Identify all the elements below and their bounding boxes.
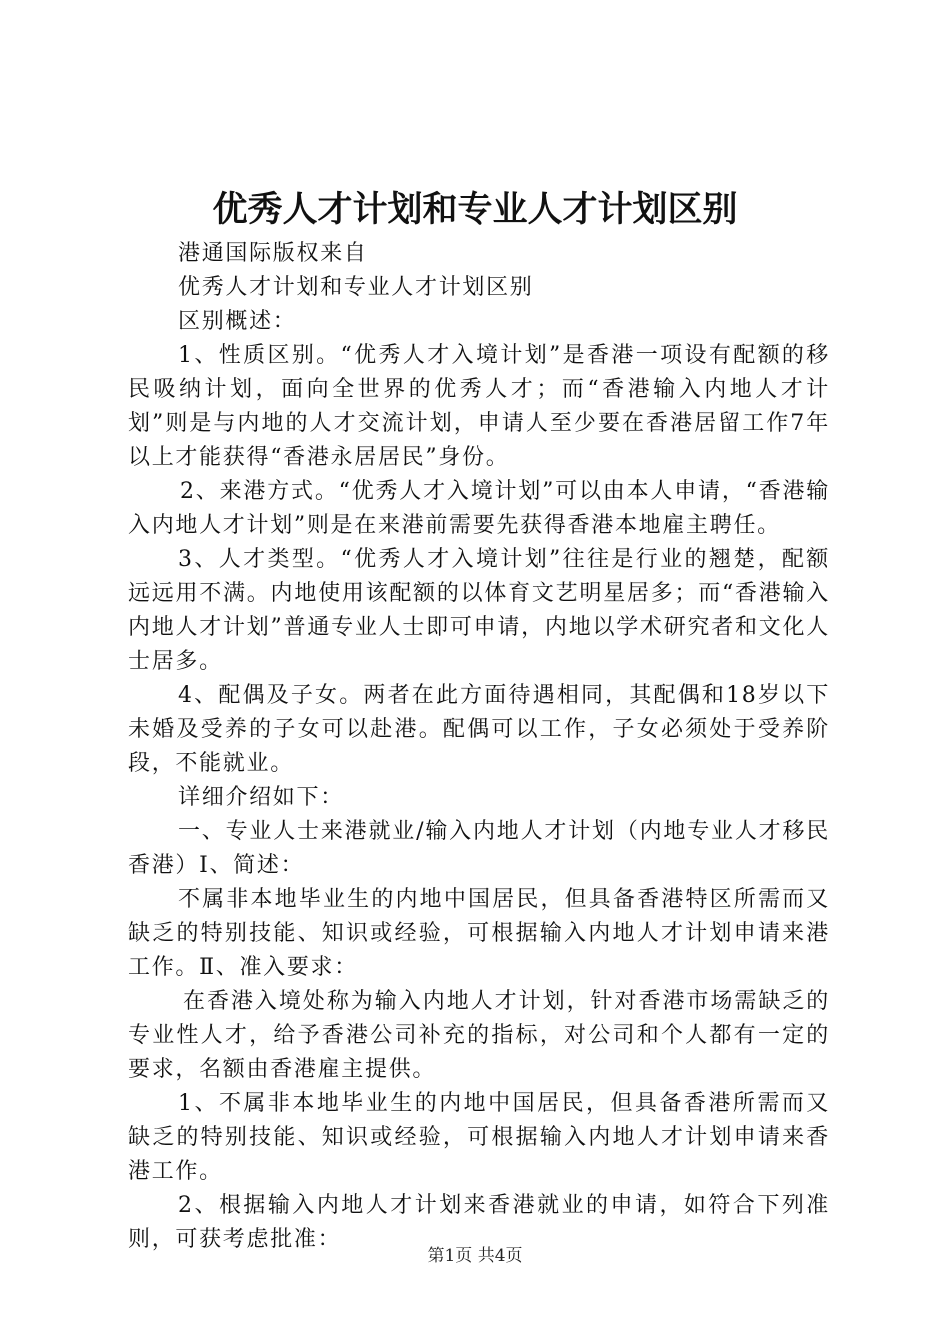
paragraph: 1、性质区别。“优秀人才入境计划”是香港一项设有配额的移民吸纳计划，面向全世界的优秀人才；而“香港输入内地人才计划”则是与内地的人才交流计划，申请人至少要在香港居留工作7年以上才能获得“香港永居居民”身份。 <box>128 343 830 470</box>
paragraph: 详细介绍如下： <box>178 785 344 810</box>
paragraph: 2、来港方式。“优秀人才入境计划”可以由本人申请，“香港输入内地人才计划”则是在来港前需要先获得香港本地雇主聘任。 <box>128 479 830 538</box>
paragraph: 不属非本地毕业生的内地中国居民，但具备香港特区所需而又缺乏的特别技能、知识或经验，可根据输入内地人才计划申请来港工作。Ⅱ、准入要求： <box>128 887 830 980</box>
paragraph: 港通国际版权来自 <box>178 241 368 266</box>
paragraph: 在香港入境处称为输入内地人才计划，针对香港市场需缺乏的专业性人才，给予香港公司补充的指标，对公司和个人都有一定的要求，名额由香港雇主提供。 <box>128 989 830 1082</box>
paragraph: 2、根据输入内地人才计划来香港就业的申请，如符合下列准则，可获考虑批准： <box>128 1193 830 1252</box>
paragraph: 3、人才类型。“优秀人才入境计划”往往是行业的翘楚，配额远远用不满。内地使用该配额的以体育文艺明星居多；而“香港输入内地人才计划”普通专业人士即可申请，内地以学术研究者和文化人士居多。 <box>128 547 830 674</box>
paragraph: 区别概述： <box>178 309 297 334</box>
paragraph: 优秀人才计划和专业人才计划区别 <box>178 275 534 300</box>
document-title: 优秀人才计划和专业人才计划区别 <box>212 189 738 230</box>
paragraph: 一、专业人士来港就业/输入内地人才计划（内地专业人才移民香港）Ⅰ、简述： <box>128 819 830 878</box>
document-body <box>128 237 830 1257</box>
page-footer: 第1页 共4页 <box>427 1246 523 1266</box>
paragraph: 1、不属非本地毕业生的内地中国居民，但具备香港所需而又缺乏的特别技能、知识或经验，可根据输入内地人才计划申请来香港工作。 <box>128 1091 830 1184</box>
paragraph: 4、配偶及子女。两者在此方面待遇相同，其配偶和18岁以下未婚及受养的子女可以赴港。配偶可以工作，子女必须处于受养阶段，不能就业。 <box>128 683 830 776</box>
